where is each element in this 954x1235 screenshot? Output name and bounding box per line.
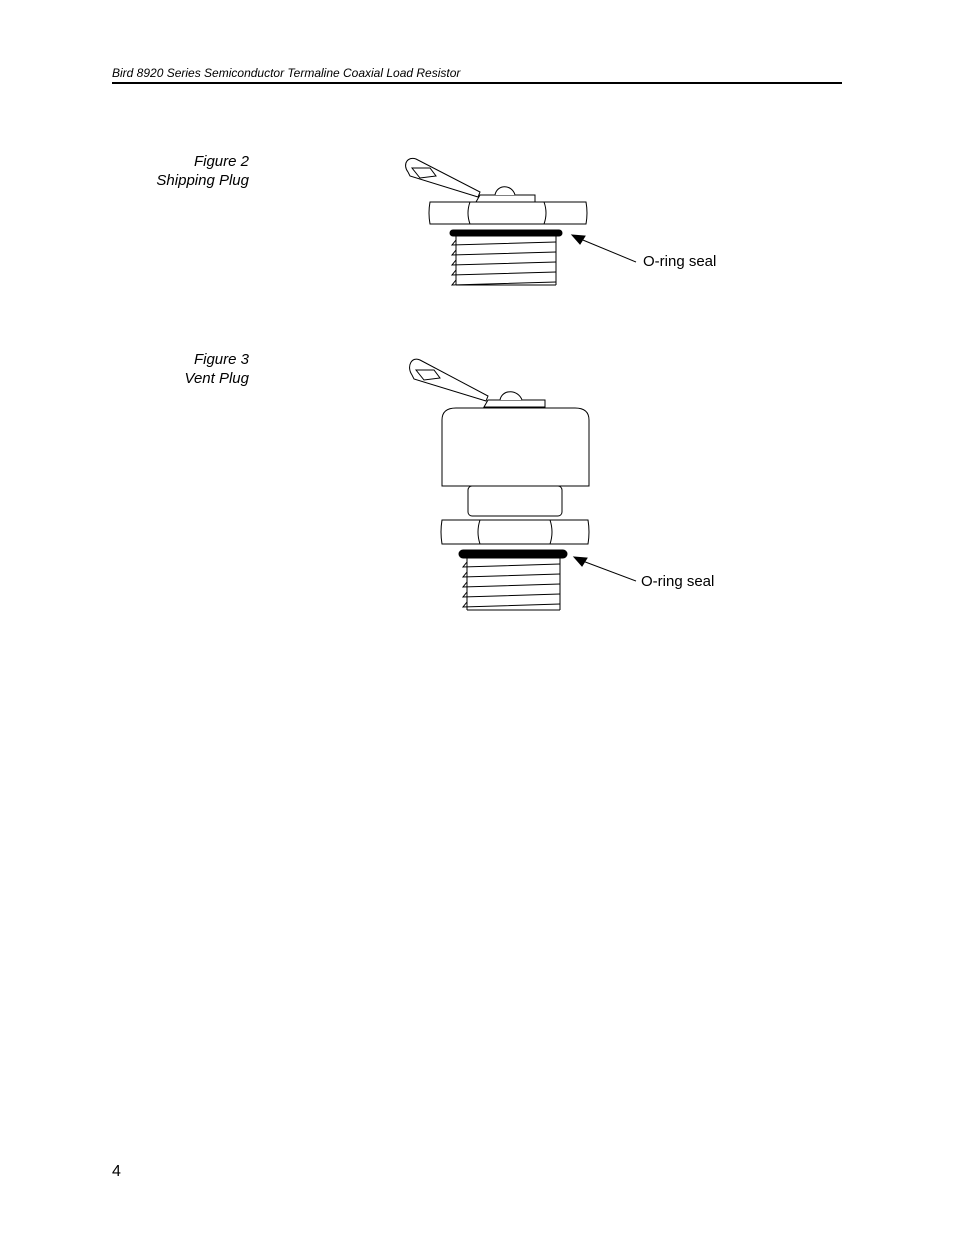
shipping-plug-illustration (400, 150, 740, 295)
vent-stem-icon (468, 486, 562, 516)
running-header: Bird 8920 Series Semiconductor Termaline Coaxial Load Resistor (112, 66, 461, 80)
arrow-icon (572, 235, 585, 244)
hex-nut-icon (441, 520, 589, 544)
threads-icon (463, 558, 560, 610)
figure-3-callout: O-ring seal (641, 573, 715, 590)
o-ring-icon (450, 230, 562, 236)
header-rule (112, 82, 842, 84)
vent-cap-icon (442, 408, 589, 486)
hex-nut-icon (429, 202, 587, 224)
figure-2-number: Figure 2 (193, 153, 249, 170)
arrow-icon (574, 557, 587, 566)
page-number: 4 (112, 1163, 121, 1180)
figure-2-title: Shipping Plug (156, 172, 249, 189)
callout-line (580, 560, 636, 581)
figure-3-number: Figure 3 (193, 351, 249, 368)
figure-2-caption (49, 152, 249, 190)
lanyard-tab-icon (406, 158, 535, 202)
figure-3-title: Vent Plug (184, 370, 249, 387)
figure-2-callout: O-ring seal (643, 253, 717, 270)
callout-line (578, 238, 636, 262)
lanyard-tab-icon (410, 359, 545, 407)
threads-icon (452, 236, 556, 285)
figure-3-caption (49, 350, 249, 388)
o-ring-icon (459, 550, 567, 558)
